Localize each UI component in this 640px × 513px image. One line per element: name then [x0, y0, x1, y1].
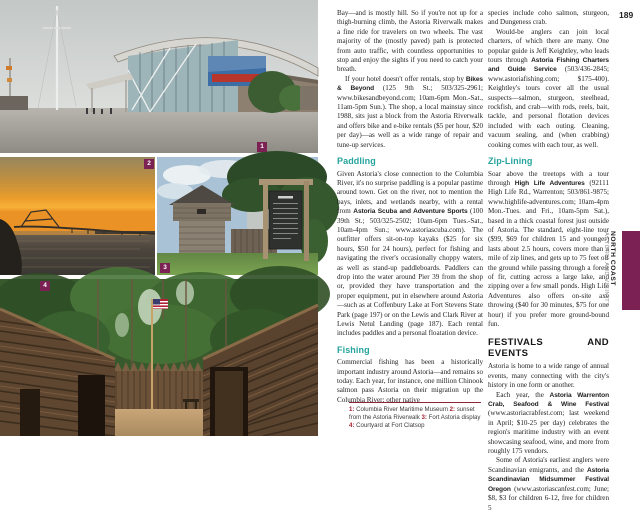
tab-subregion-label: ASTORIA AND VICINITY — [603, 232, 609, 307]
section-tab-labels — [603, 231, 616, 341]
photo-columbia-river-maritime-museum — [0, 0, 318, 153]
photo-badge-4: 4 — [40, 281, 50, 291]
photo-badge-3: 3 — [160, 263, 170, 273]
tab-region-label: NORTH COAST — [609, 231, 616, 286]
text-column-right — [488, 9, 609, 512]
photo-badge-2: 2 — [144, 159, 154, 169]
paragraph-festivals-intro: Astoria is home to a wide range of annual events, many connecting with the city's history in one form or another. — [488, 362, 609, 390]
photo-caption: 1: Columbia River Maritime Museum 2: sunset from the Astoria Riverwalk 3: Fort Astoria display 4: Courtyard at Fort Clatsop — [349, 402, 481, 431]
heading-fishing: Fishing — [337, 344, 370, 355]
paragraph-paddling: Given Astoria's close connection to the Columbia River, it's no surprise paddling is a popular pastime around town. Get on the river, not to mention the bays, inlets, and wetlands nearby, with a rental from Astoria Scuba and Adventure Sports (100 39th St.; 503/325-2502; 10am-6pm Tues.-Sat., 10am-4pm Sun.; www.astoriascuba.com). The outfitter offers sit-on-top kayaks ($25 for six hours, $50 for 24 hours), perfect for fishing and navigating the river's occasionally choppy waters, as well as stand-up paddleboards. Paddlers can drop into the water around Pier 39 from the shop or, provided they have transportation and the proper equipment, put in elsewhere around Astoria—such as at Coffenbury Lake at Fort Stevens State Park (page 197) or on the Lewis and Clark River at Lewis Netul Landing (page 187). Each rental includes paddles and a personal floatation device. — [337, 169, 483, 338]
sunset-bridge-illustration — [0, 157, 155, 275]
paragraph-species: species include coho salmon, sturgeon, and Dungeness crab. — [488, 9, 609, 27]
paragraph-midsummer-festival: Some of Astoria's earliest anglers were Scandinavian emigrants, and the Astoria Scandinavian Midsummer Festival Oregon (www.astoriascanfest.com; June; $8, $3 for children 6-12, free for children 5 — [488, 456, 609, 512]
paragraph-riverwalk: Bay—and is mostly hill. So if you're not up for a thigh-burning climb, the Astoria Riverwalk makes a fine ride for travelers on two wheels. The vast majority of the (mostly paved) path is protected from auto traffic, with countless opportunities to stop and enjoy the sights if you need to catch your breath. — [337, 9, 483, 74]
photo-riverwalk-sunset — [0, 157, 155, 275]
heading-paddling: Paddling — [337, 156, 376, 167]
fort-clatsop-illustration — [0, 279, 318, 436]
paragraph-fishing-charters: Would-be anglers can join local charters, of which there are many. One popular guide is Jeff Keightley, who leads tours through Astoria Fishing Charters and Guide Service (503/436-2845; www.astoriafishing.com; $175-400). Keightley's tours cover all the usual suspects—salmon, sturgeon, steelhead, rockfish, and crab—with rods, reels, bait, tackle, and personal flotation devices included with each outing. Cleaning, vacuum sealing, and (when crabbing) cooking comes with each tour, as well. — [488, 27, 609, 149]
text-column-left — [337, 9, 483, 404]
page-number: 189 — [619, 10, 634, 20]
paragraph-fishing: Commercial fishing has been a historically important industry around Astoria—and remains so today. Each year, for instance, one million Chinook salmon pass Astoria on their migration up the Columbia River; other native — [337, 358, 483, 404]
maritime-museum-illustration — [0, 0, 318, 153]
section-tab-color-block — [622, 231, 640, 310]
paragraph-bikes-and-beyond: If your hotel doesn't offer rentals, stop by Bikes & Beyond (125 9th St.; 503/325-2961; www.bikesandbeyond.com; 10am-6pm Mon.-Sat., 11am-5pm Sun.). The shop, a local mainstay since 1988, sits just a block from the Astoria Riverwalk and offers bike and e-bike rentals ($5 per hour, $20 per day)—as well as a wide range of repair and tune-up services. — [337, 74, 483, 149]
photo-badge-1: 1 — [257, 142, 267, 152]
heading-festivals-and-events: FESTIVALS AND EVENTS — [488, 337, 609, 359]
photo-fort-astoria-display — [157, 157, 318, 275]
fort-astoria-illustration — [157, 157, 318, 275]
heading-zip-lining: Zip-Lining — [488, 156, 533, 167]
paragraph-crab-festival: Each year, the Astoria Warrenton Crab, Seafood & Wine Festival (www.astoriacrabfest.com; last weekend in April; $10-25 per day) celebrates the region's maritime industry with an event showcasing seafood, wine, and more from roughly 175 vendors. — [488, 390, 609, 456]
photo-fort-clatsop-courtyard — [0, 279, 318, 436]
paragraph-zip-lining: Soar above the treetops with a tour through High Life Adventures (92111 High Life Rd., Warrenton; 503/861-9875; www.highlife-adventures.com; 10am-4pm Mon.-Tues. and Fri., 10am-5pm Sat.), based in a thick coastal forest just outside of Astoria. The standard, eight-line tour ($99, $69 for children 15 and younger) lasts about 2.5 hours, covers more than a mile of zip lines, and gets up to 75 feet off the ground while passing through a forest of fir, cutting across a large lake, and zipping over a few small ponds. High Life Adventures also offers on-site axe throwing ($40 for 30 minutes, $75 for one hour) if you prefer more ground-bound fun. — [488, 169, 609, 328]
